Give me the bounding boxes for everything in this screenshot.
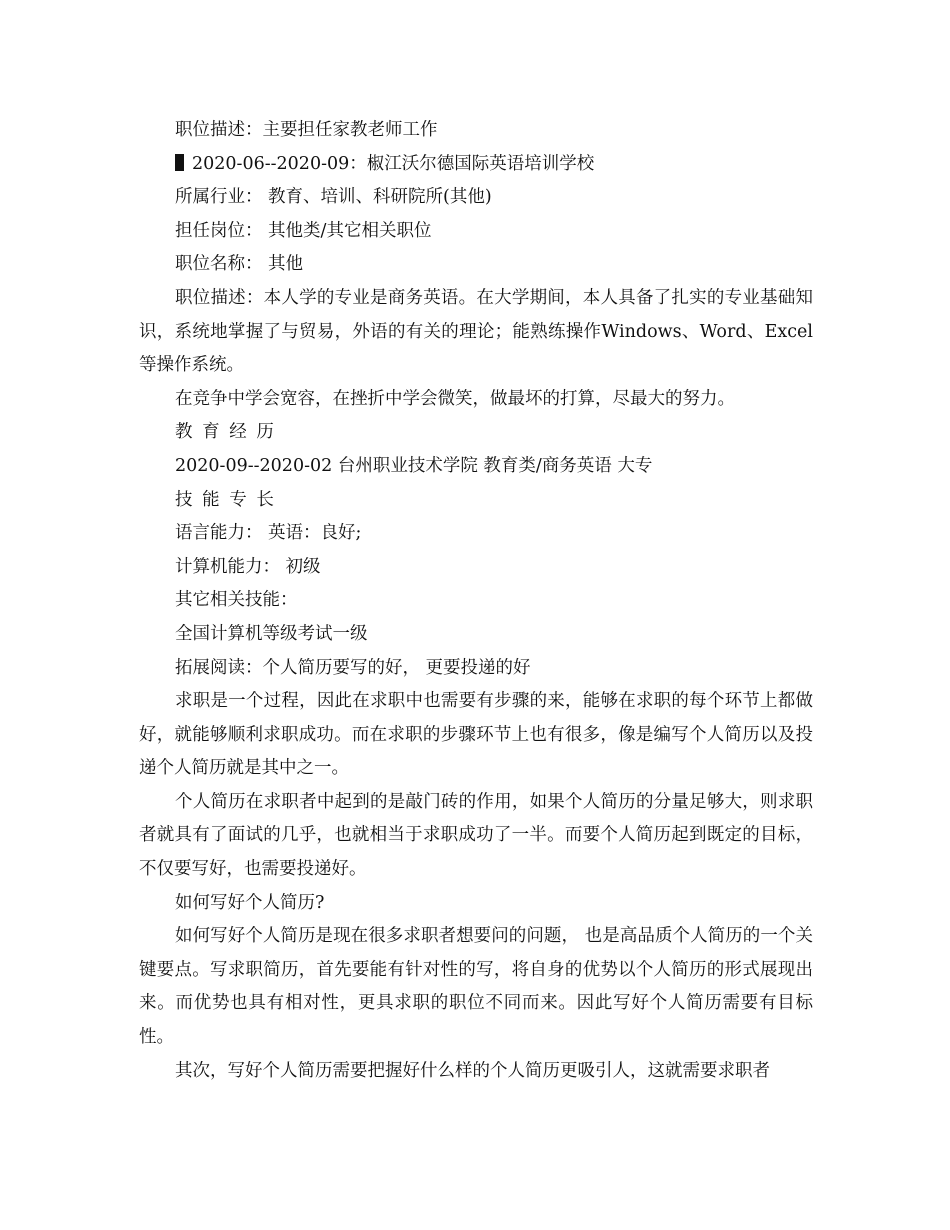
document-body (139, 114, 813, 1088)
secondly-paragraph: 其次，写好个人简历需要把握好什么样的个人简历更吸引人，这就需要求职者 (175, 1060, 770, 1081)
job-search-paragraph: 求职是一个过程，因此在求职中也需要有步骤的来，能够在求职的每个环节上都做好，就能够顺利求职成功。而在求职的步骤环节上也有很多，像是编写个人简历以及投递个人简历就是其中之一。 (139, 691, 813, 779)
how-to-write-heading: 如何写好个人简历? (175, 892, 325, 913)
bullet-marker-icon (175, 154, 184, 171)
work-experience-title: 2020-06--2020-09：椒江沃尔德国际英语培训学校 (192, 153, 595, 174)
resume-role-paragraph: 个人简历在求职者中起到的是敲门砖的作用，如果个人简历的分量足够大，则求职者就具有了面试的几乎，也就相当于求职成功了一半。而要个人简历起到既定的目标，不仅要写好，也需要投递好。 (139, 791, 813, 880)
extended-reading-title: 拓展阅读：个人简历要写的好， 更要投递的好 (175, 657, 531, 678)
other-skills-label: 其它相关技能： (175, 590, 298, 611)
skills-heading: 技能专长 (175, 489, 284, 510)
education-entry: 2020-09--2020-02 台州职业技术学院 教育类/商务英语 大专 (175, 455, 653, 476)
job-description-paragraph: 职位描述：本人学的专业是商务英语。在大学期间，本人具备了扎实的专业基础知识，系统地掌握了与贸易，外语的有关的理论；能熟练操作Windows、Word、Excel等操作系统。 (139, 287, 813, 376)
how-to-write-paragraph: 如何写好个人简历是现在很多求职者想要问的问题， 也是高品质个人简历的一个关键要点。写求职简历，首先要能有针对性的写，将自身的优势以个人简历的形式展现出来。而优势也具有相对性，更具求职的职位不同而来。因此写好个人简历需要有目标性。 (139, 926, 813, 1048)
motto-line: 在竞争中学会宽容，在挫折中学会微笑，做最坏的打算，尽最大的努力。 (175, 388, 735, 409)
work-experience-entry (139, 148, 813, 182)
education-heading: 教育经历 (175, 422, 284, 443)
job-title-line: 职位名称： 其他 (175, 254, 304, 275)
industry-line: 所属行业： 教育、培训、科研院所(其他) (175, 187, 492, 208)
job-description-line: 职位描述：主要担任家教老师工作 (175, 120, 438, 140)
computer-skill-line: 计算机能力： 初级 (175, 556, 321, 577)
certificate-line: 全国计算机等级考试一级 (175, 623, 368, 644)
language-skill-line: 语言能力： 英语：良好; (175, 523, 362, 544)
position-line: 担任岗位： 其他类/其它相关职位 (175, 220, 432, 241)
